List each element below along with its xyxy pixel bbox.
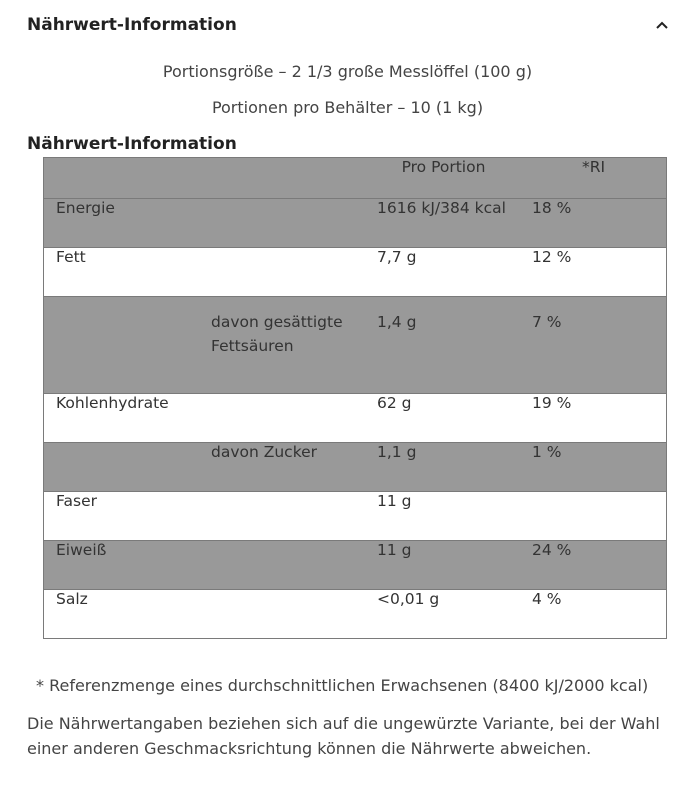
nutrient-sub: davon Zucker: [211, 443, 318, 461]
chevron-up-icon[interactable]: [652, 15, 672, 35]
table-row: [44, 394, 667, 443]
servings-per-container: Portionen pro Behälter – 10 (1 kg): [211, 98, 484, 117]
per-portion-value: 62 g: [377, 394, 412, 412]
table-row: [44, 199, 667, 248]
nutrient-name: [56, 297, 211, 310]
ri-value: 4 %: [532, 590, 562, 608]
section-title: Nährwert-Information: [27, 134, 237, 154]
header-cell-nutrient: [44, 158, 212, 199]
table-row: [44, 541, 667, 590]
per-portion-value: 11 g: [377, 492, 412, 510]
disclaimer-text: Die Nährwertangaben beziehen sich auf die ungewürzte Variante, bei der Wahl einer anderen Geschmacksrichtung können die Nährwerte abweichen.: [27, 714, 660, 758]
serving-size: Portionsgröße – 2 1/3 große Messlöffel (100 g): [162, 62, 533, 81]
per-portion-value: 1,1 g: [377, 443, 417, 461]
nutrient-sub: davon gesättigte Fettsäuren: [211, 313, 343, 355]
header-cell-ri: *RI: [521, 158, 667, 199]
table-row: [44, 297, 667, 394]
per-portion-value: 1,4 g: [377, 313, 417, 331]
nutrient-name: Energie: [56, 199, 115, 217]
ri-value: 1 %: [532, 443, 562, 461]
table-row: [44, 248, 667, 297]
nutrient-name: Salz: [56, 590, 88, 608]
table-row: [44, 590, 667, 639]
header-cell-per-portion: Pro Portion: [366, 158, 521, 199]
table-header-row: [44, 158, 667, 199]
table-row: [44, 492, 667, 541]
nutrient-name: Kohlenhydrate: [56, 394, 169, 412]
ri-value: 19 %: [532, 394, 572, 412]
per-portion-value: 7,7 g: [377, 248, 417, 266]
ri-footnote: * Referenzmenge eines durchschnittlichen Erwachsenen (8400 kJ/2000 kcal): [36, 676, 649, 695]
ri-value: 7 %: [532, 313, 562, 331]
nutrition-table: [43, 157, 667, 639]
per-portion-value: 1616 kJ/384 kcal: [377, 199, 506, 217]
per-portion-value: 11 g: [377, 541, 412, 559]
header-cell-sub: [211, 158, 366, 199]
accordion-title: Nährwert-Information: [27, 15, 237, 35]
per-portion-value: <0,01 g: [377, 590, 440, 608]
accordion-header[interactable]: [27, 10, 672, 40]
ri-value: 24 %: [532, 541, 572, 559]
ri-value: 18 %: [532, 199, 572, 217]
nutrient-name: Fett: [56, 248, 86, 266]
nutrient-name: Faser: [56, 492, 97, 510]
table-row: [44, 443, 667, 492]
ri-value: 12 %: [532, 248, 572, 266]
nutrient-name: Eiweiß: [56, 541, 107, 559]
